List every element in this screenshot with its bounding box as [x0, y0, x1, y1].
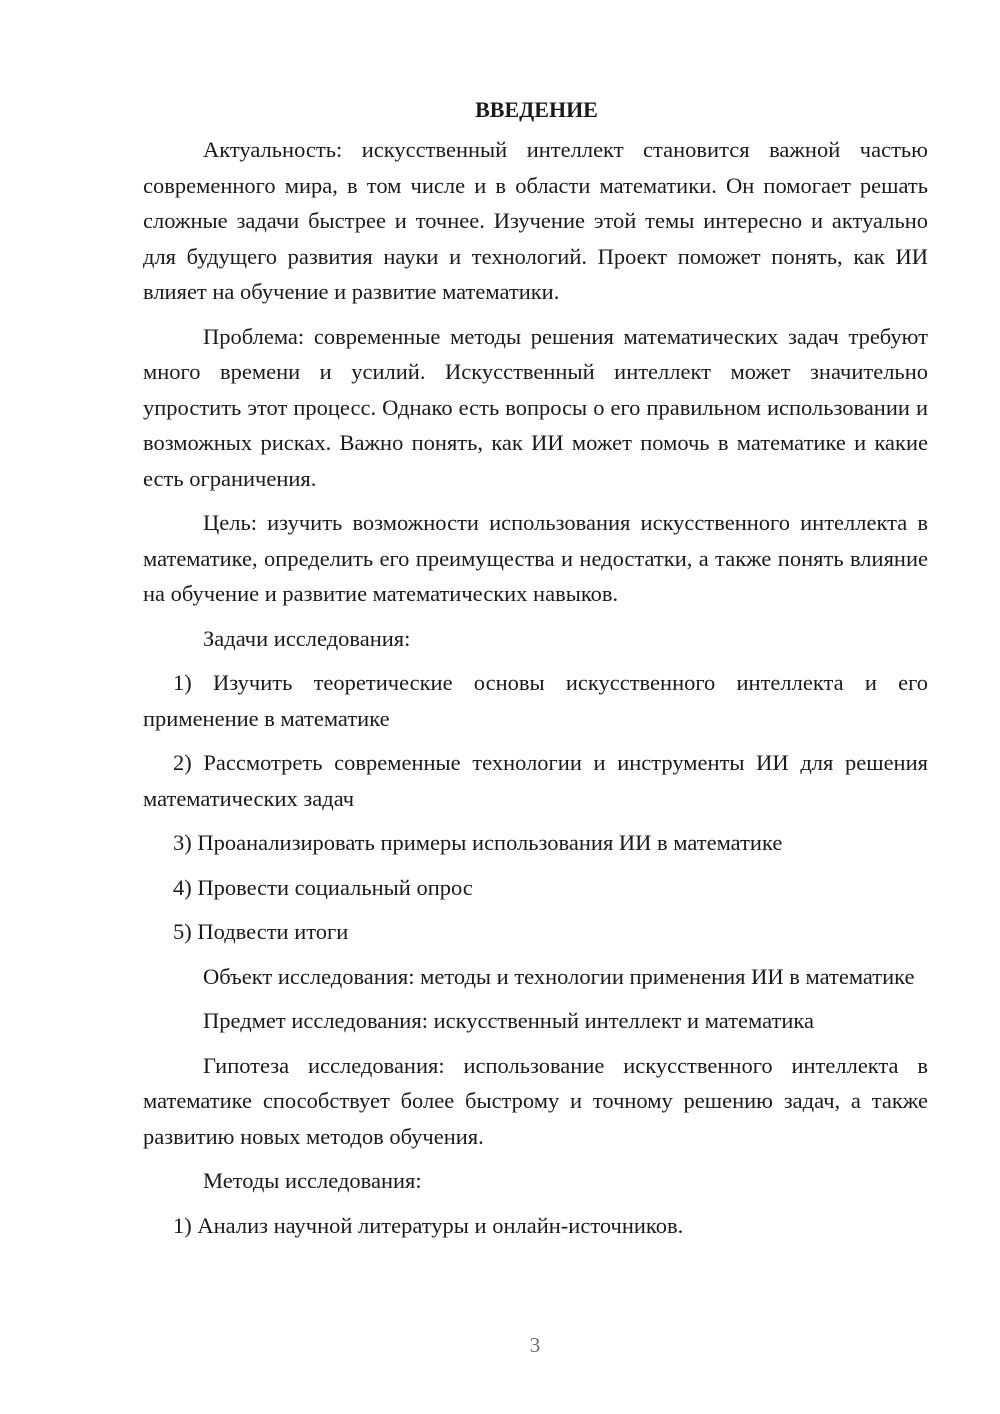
- task-item: 1) Изучить теоретические основы искусственного интеллекта и его применение в математике: [143, 670, 928, 731]
- task-item: 4) Провести социальный опрос: [173, 874, 473, 900]
- tasks-heading: Задачи исследования:: [203, 625, 411, 651]
- problem-paragraph: Проблема: современные методы решения математических задач требуют много времени и усилий. Искусственный интеллект может значительно упростить этот процесс. Однако есть вопросы о его правильном использовании и возможных рисках. Важно понять, как ИИ может помочь в математике и какие есть ограничения.: [143, 323, 928, 491]
- page-title: ВВЕДЕНИЕ: [475, 97, 598, 122]
- task-item: 3) Проанализировать примеры использования ИИ в математике: [173, 830, 783, 855]
- page-content: [143, 95, 928, 1252]
- method-item: 1) Анализ научной литературы и онлайн-источников.: [173, 1212, 684, 1238]
- goal-paragraph: Цель: изучить возможности использования искусственного интеллекта в математике, определить его преимущества и недостатки, а также понять влияние на обучение и развитие математических навыков.: [143, 510, 928, 606]
- task-item: 2) Рассмотреть современные технологии и инструменты ИИ для решения математических задач: [143, 750, 928, 811]
- methods-heading: Методы исследования:: [203, 1168, 422, 1193]
- relevance-paragraph: Актуальность: искусственный интеллект становится важной частью современного мира, в том числе и в области математики. Он помогает решать сложные задачи быстрее и точнее. Изучение этой темы интересно и актуально для будущего развития науки и технологий. Проект поможет понять, как ИИ влияет на обучение и развитие математики.: [143, 137, 928, 304]
- page-number: 3: [529, 1333, 541, 1357]
- subject-paragraph: Предмет исследования: искусственный интеллект и математика: [203, 1008, 814, 1033]
- task-item: 5) Подвести итоги: [173, 919, 349, 944]
- hypothesis-paragraph: Гипотеза исследования: использование искусственного интеллекта в математике способствует более быстрому и точному решению задач, а также развитию новых методов обучения.: [143, 1052, 928, 1149]
- object-paragraph: Объект исследования: методы и технологии применения ИИ в математике: [203, 963, 915, 989]
